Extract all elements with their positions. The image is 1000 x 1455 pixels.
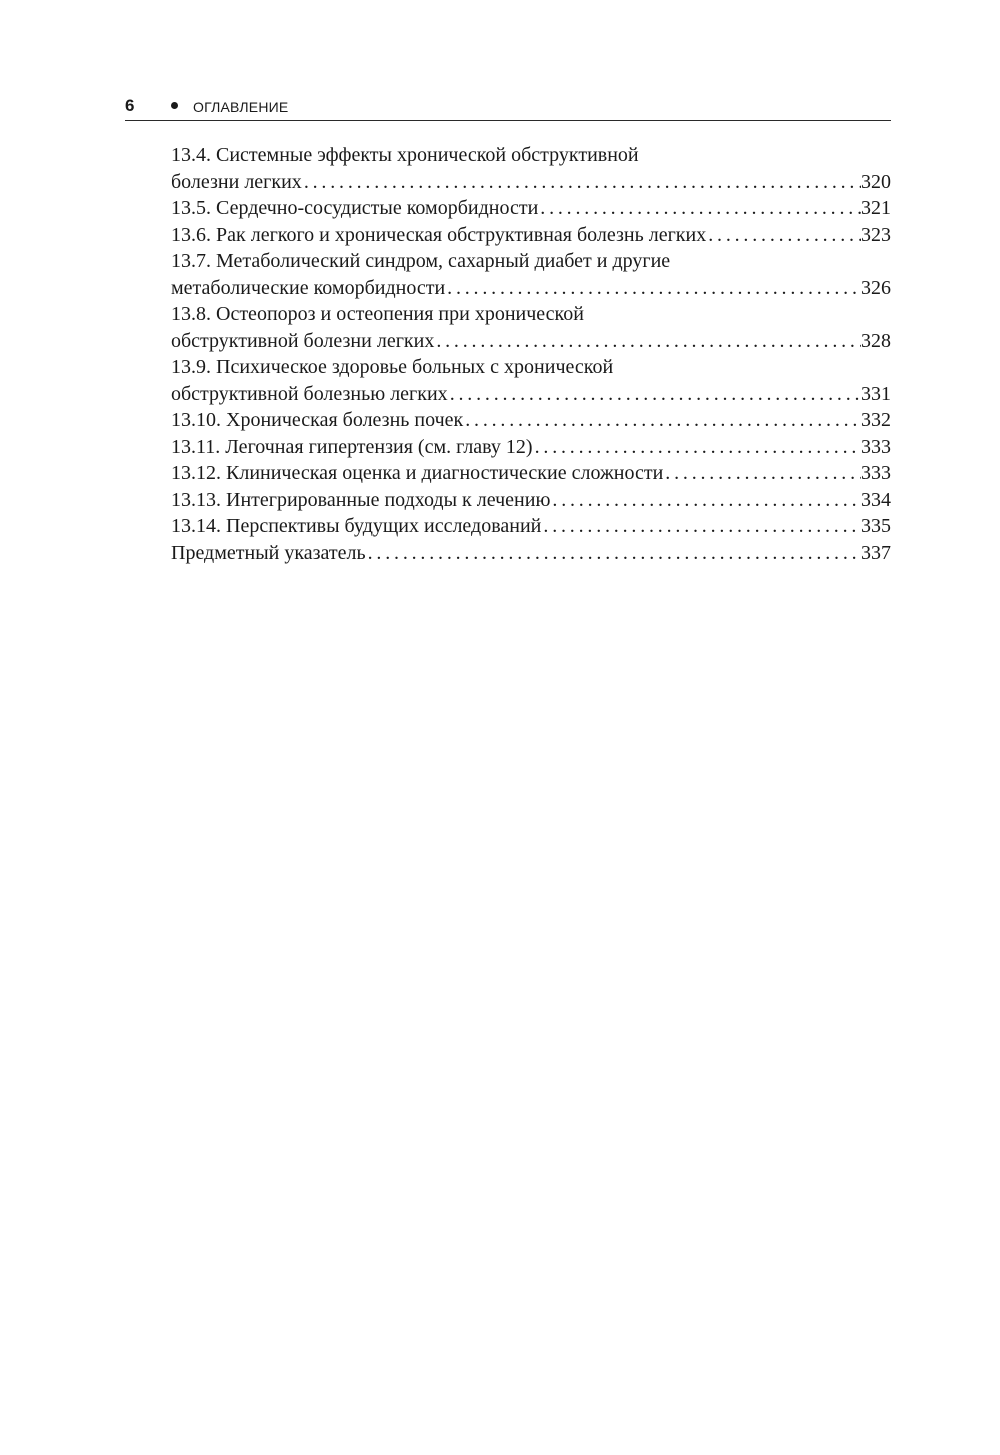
toc-entry-title: 13.12. Клиническая оценка и диагностические сложности [171, 462, 664, 484]
dot-leader [434, 328, 861, 355]
toc-entry-last-line [171, 540, 891, 567]
toc-page-number: 333 [861, 462, 891, 484]
toc-entry-title: 13.6. Рак легкого и хроническая обструктивная болезнь легких [171, 223, 707, 246]
toc-entry-last-line [171, 169, 891, 196]
dot-leader [541, 513, 861, 540]
dot-leader [706, 222, 861, 249]
toc-entry-title: метаболические коморбидности [171, 276, 446, 299]
dot-leader [302, 169, 861, 196]
dot-leader [448, 381, 861, 408]
toc-entry-last-line [171, 275, 891, 302]
toc-entry-last-line [171, 381, 891, 408]
toc-entry-title: 13.7. Метаболический синдром, сахарный диабет и другие [171, 250, 671, 272]
toc-entry-last-line [171, 434, 891, 461]
toc-entry-title: болезни легких [171, 170, 302, 193]
toc-entry-last-line [171, 460, 891, 487]
toc-page-number: 320 [861, 170, 891, 193]
toc-entry-title: 13.5. Сердечно-сосудистые коморбидности [171, 197, 539, 219]
toc-entry-title: 13.10. Хроническая болезнь почек [171, 409, 464, 431]
dot-leader [663, 460, 861, 487]
toc-page-number: 334 [861, 488, 891, 511]
toc-entry-title: обструктивной болезнью легких [171, 382, 448, 405]
toc-page-number: 326 [861, 276, 891, 299]
toc-entry-last-line [171, 222, 891, 249]
dot-leader [538, 195, 861, 222]
toc-entry-title: обструктивной болезни легких [171, 329, 435, 352]
toc-entry[interactable] [171, 407, 891, 434]
toc-page-number: 321 [861, 197, 891, 219]
dot-leader [533, 434, 861, 461]
toc-entry-title: 13.8. Остеопороз и остеопения при хронической [171, 303, 584, 325]
toc-entry-line [171, 301, 891, 328]
bullet-icon [171, 102, 178, 109]
toc-entry[interactable] [171, 195, 891, 222]
toc-page-number: 337 [861, 541, 891, 564]
toc-entry[interactable] [171, 248, 891, 301]
toc-page-number: 328 [861, 329, 891, 352]
toc-entry[interactable] [171, 540, 891, 567]
toc-entry[interactable] [171, 354, 891, 407]
toc-entry[interactable] [171, 513, 891, 540]
toc-entry-title: 13.11. Легочная гипертензия (см. главу 12) [171, 435, 533, 458]
toc-page-number: 333 [861, 435, 891, 458]
toc-entry-title: 13.4. Системные эффекты хронической обструктивной [171, 144, 639, 166]
dot-leader [550, 487, 861, 514]
running-head [125, 96, 891, 121]
toc-page-number: 332 [861, 409, 891, 431]
toc-entry[interactable] [171, 301, 891, 354]
toc-page-number: 331 [861, 382, 891, 405]
section-title: ОГЛАВЛЕНИЕ [193, 99, 289, 115]
toc-entry-title: Предметный указатель [171, 541, 366, 564]
toc-entry[interactable] [171, 460, 891, 487]
toc-entry-title: 13.13. Интегрированные подходы к лечению [171, 488, 551, 511]
toc-page-number: 335 [861, 515, 891, 537]
toc-entry-last-line [171, 195, 891, 222]
toc-entry-title: 13.9. Психическое здоровье больных с хронической [171, 356, 614, 378]
toc-entry-line [171, 248, 891, 275]
toc-entry-last-line [171, 513, 891, 540]
toc-entry-last-line [171, 407, 891, 434]
toc-entry[interactable] [171, 434, 891, 461]
toc-entry-line [171, 354, 891, 381]
dot-leader [445, 275, 861, 302]
toc-entry-last-line [171, 328, 891, 355]
dot-leader [463, 407, 861, 434]
toc-entry[interactable] [171, 142, 891, 195]
dot-leader [366, 540, 861, 567]
page-number: 6 [125, 96, 135, 115]
toc-entry-last-line [171, 487, 891, 514]
toc-page-number: 323 [861, 223, 891, 246]
toc-entry-title: 13.14. Перспективы будущих исследований [171, 515, 542, 537]
toc-entry-line [171, 142, 891, 169]
table-of-contents [171, 142, 891, 566]
toc-entry[interactable] [171, 487, 891, 514]
toc-entry[interactable] [171, 222, 891, 249]
